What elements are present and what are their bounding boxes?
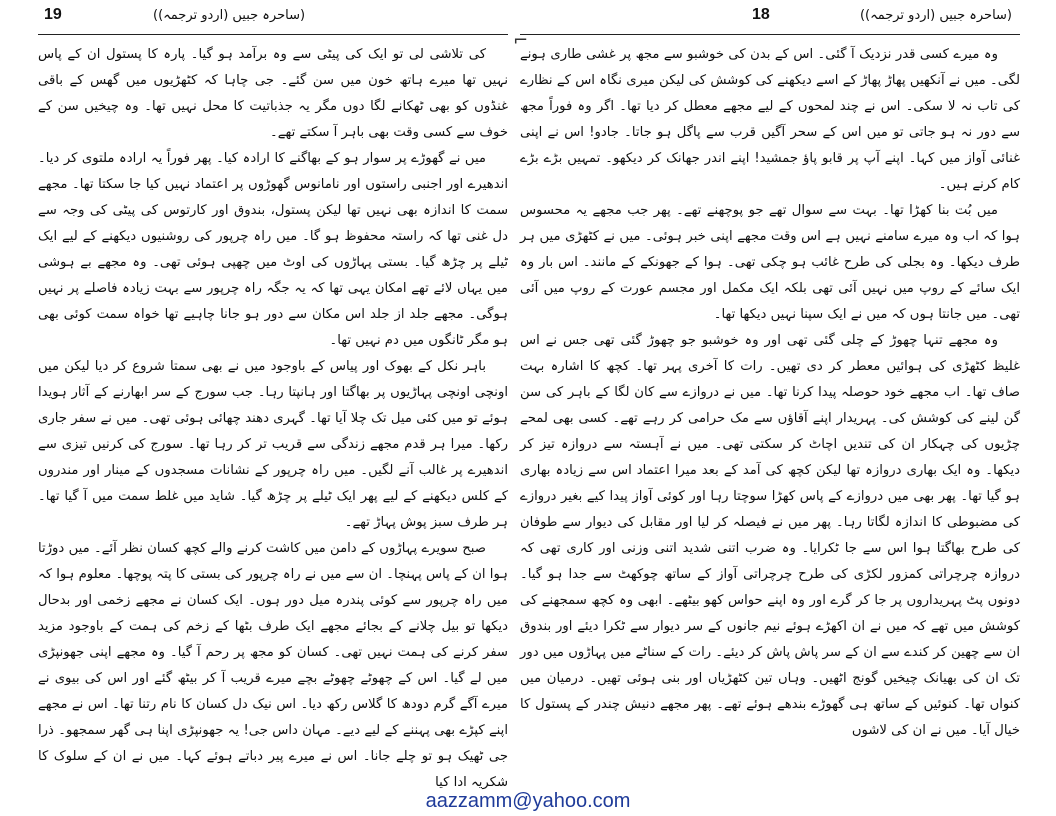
running-head: (ساحرہ جبیں (اردو ترجمہ)) <box>153 8 306 23</box>
running-head: (ساحرہ جبیں (اردو ترجمہ)) <box>859 8 1012 23</box>
paragraph: میں نے گھوڑے پر سوار ہو کے بھاگنے کا ارادہ کیا۔ پھر فوراً یہ ارادہ ملتوی کر دیا۔ اندھیرے اور اجنبی راستوں اور نامانوس گھوڑوں پر اعتماد نہیں کیا جا سکتا تھا۔ مجھے سمت کا اندازہ بھی نہیں تھا لیکن پستول، بندوق اور کارتوس کی پیٹی کی وجہ سے دل غنی تھا کہ راستہ محفوظ ہو گا۔ میں راہ چرپور کی روشنیوں دیکھنے کے لیے ایک ٹیلے پر چڑھ گیا۔ بستی پہاڑوں کی اوٹ میں چھپی ہوئی تھی۔ وہ مجھے بے ہوشی میں یہاں لائے تھے امکان یہی تھا کہ یہ جگہ راہ چرپور سے بہت زیادہ فاصلے پر نہیں ہوگی۔ مجھے جلد از جلد اس مکان سے دور ہو جانا چاہیے تھا خواہ سمت کوئی بھی ہو مگر ٹانگوں میں دم نہیں تھا۔ <box>38 151 508 348</box>
paragraph: میں بُت بنا کھڑا تھا۔ بہت سے سوال تھے جو پوچھنے تھے۔ پھر جب مجھے یہ محسوس ہوا کہ اب وہ میرے سامنے نہیں ہے اس وقت مجھے اپنی خبر ہوئی۔ میں نے کٹھڑی میں ہر طرف دیکھا۔ وہ بجلی کی طرح غائب ہو چکی تھی۔ ہوا کے جھونکے کے مانند۔ اس بار وہ ایک سائے کے روپ میں نہیں آئی تھی بلکہ ایک مکمل اور مجسم عورت کے روپ میں آئی تھی۔ میں جانتا ہوں کہ میں نے ایک سپنا نہیں دیکھا تھا۔ <box>520 203 1020 322</box>
page-number: 18 <box>752 6 770 23</box>
left-page <box>38 0 508 790</box>
paragraph: وہ مجھے تنہا چھوڑ کے چلی گئی تھی اور وہ خوشبو جو چھوڑ گئی تھی جس نے اس غلیظ کٹھڑی کی ہوائیں معطر کر دی تھیں۔ رات کا آخری پہر تھا۔ کچھ کا اشارہ بہت صاف تھا۔ اب مجھے خود حوصلہ پیدا کرنا تھا۔ میں نے دروازے سے کان لگا کے باہر کی سن گن لینے کی کوشش کی۔ پہریدار اپنے آقاؤں سے مک حرامی کر رہے تھے۔ کسی بھی لمحے چڑیوں کی چہکار ان کی تندیں اچاٹ کر سکتی تھی۔ میں نے آہستہ سے دروازہ تیز کر دیکھا۔ وہ ایک بھاری دروازہ تھا لیکن کچھ کی آمد کے بعد میرا اعتماد اس سے زیادہ بھاری ہو گیا تھا۔ پھر بھی میں دروازے کے پاس کھڑا سوچتا رہا اور کوئی آواز پیدا کیے بغیر دروازے کی مضبوطی کا اندازہ لگاتا رہا۔ پھر میں نے فیصلہ کر لیا اور مقابل کی دیوار سے طوفان کی طرح بھاگتا ہوا اس سے جا ٹکرایا۔ وہ ضرب اتنی شدید اتنی وزنی اور کاری تھی کہ دروازہ چرچراتی کمزور لکڑی کی طرح چرچراتی آواز کے ساتھ چوکھٹ سے جدا ہو گیا۔ دونوں پٹ پہریداروں پر جا کر گرے اور وہ اپنے حواس کھو بیٹھے۔ ابھی وہ کچھ سمجھنے کی کوشش میں تھے کہ میں نے ان اکھڑے ہوئے نیم جانوں کے سر دیوار سے ٹکرا دیئے اور بندوق ان سے چھین کر کندے سے ان کے سر پاش پاش کر دیئے۔ رات کے سناٹے میں پہاڑوں میں دور تک ان کی بھیانک چیخیں گونج اٹھیں۔ وہاں تین کٹھڑیاں اور بنی ہوئی تھیں۔ درمیان میں کنواں تھا۔ کنوئیں کے ساتھ ہی گھوڑے بندھے ہوئے تھے۔ پھر مجھے دنیش چندر کے پستول کا خیال آیا۔ میں نے ان کی لاشوں <box>520 333 1020 738</box>
paragraph: وہ میرے کسی قدر نزدیک آ گئی۔ اس کے بدن کی خوشبو سے مجھ پر غشی طاری ہونے لگی۔ میں نے آنکھیں پھاڑ پھاڑ کے اسے دیکھنے کی کوشش کی لیکن میری نگاہ اس کے نظارے کی تاب نہ لا سکی۔ اس نے چند لمحوں کے لیے مجھے معطل کر دیا تھا۔ اگر وہ فوراً مجھ سے دور نہ ہو جاتی تو میں اس کے سحر آگیں قرب سے پاگل ہو جاتا۔ جادو! اس نے اپنی غنائی آواز میں کہا۔ اپنے آپ پر قابو پاؤ جمشید! اپنے اندر جھانک کر دیکھو۔ تمہیں بڑے بڑے کام کرنے ہیں۔ <box>520 47 1020 192</box>
gutter-mark: ⌐ <box>513 30 529 51</box>
right-page <box>520 0 1020 790</box>
footer-email: aazzamm@yahoo.com <box>425 790 631 812</box>
page-body-text <box>520 42 1020 744</box>
paragraph: کی تلاشی لی تو ایک کی پیٹی سے وہ برآمد ہو گیا۔ پارہ کا پستول ان کے پاس نہیں تھا میرے ہاتھ خون میں سن گئے۔ جی چاہا کہ کٹھڑیوں میں گھس کے باقی غنڈوں کو بھی ٹھکانے لگا دوں مگر یہ جذباتیت کا محل نہیں تھا۔ وہ چیخیں سن کے خوف سے کسی وقت بھی باہر آ سکتے تھے۔ <box>38 47 508 140</box>
paragraph: صبح سویرے پہاڑوں کے دامن میں کاشت کرنے والے کچھ کسان نظر آئے۔ میں دوڑتا ہوا ان کے پاس پہنچا۔ ان سے میں نے راہ چرپور کی بستی کا پتہ پوچھا۔ معلوم ہوا کہ میں راہ چرپور سے کوئی پندرہ میل دور ہوں۔ ایک کسان نے مجھے زخمی اور بدحال دیکھا تو بیل چلانے کے بجائے مجھے ایک طرف بٹھا کے زخم کی ہمت کے باوجود مزید سفر کرنے کی ہمت نہیں تھی۔ کسان کو مجھ پر رحم آ گیا۔ وہ مجھے اپنی جھونپڑی میں لے گیا۔ اس کے چھوٹے چھوٹے بچے میرے قریب آ کر بیٹھ گئے اور اس کی بیوی نے میرے آگے گرم دودھ کا گلاس رکھ دیا۔ اس نیک دل کسان کا نام رتنا تھا۔ اس نے مجھے اپنے کپڑے بھی پہننے کے لیے دیے۔ مہان داس جی! یہ جھونپڑی اپنا ہی گھر سمجھو۔ ذرا جی ٹھیک ہو تو چلے جانا۔ اس نے میرے پیر دباتے ہوئے کہا۔ میں نے ان کے سلوک کا شکریہ ادا کیا <box>38 541 508 790</box>
page-header <box>38 6 508 35</box>
page-number: 19 <box>44 6 62 23</box>
paragraph: باہر نکل کے بھوک اور پیاس کے باوجود میں نے بھی سمتا شروع کر دیا لیکن میں اونچی اونچی پہاڑیوں پر بھاگتا اور ہانپتا رہا۔ جب سورج کے سر ابھارنے کے آثار ہویدا ہوئے تو میں کئی میل تک چلا آیا تھا۔ گہری دھند چھائی ہوئی تھی۔ میں نے سفر جاری رکھا۔ میرا ہر قدم مجھے زندگی سے قریب تر کر رہا تھا۔ سورج کی کرنیں تیزی سے اندھیرے پر غالب آنے لگیں۔ میں راہ چرپور کے نشانات مسجدوں کے مینار اور مندروں کے کلس دیکھنے کے لیے پھر ایک ٹیلے پر چڑھ گیا۔ شاید میں غلط سمت میں آ گیا تھا۔ ہر طرف سبز پوش پہاڑ تھے۔ <box>38 359 508 530</box>
page-header <box>520 6 1020 35</box>
page-body-text <box>38 42 508 796</box>
